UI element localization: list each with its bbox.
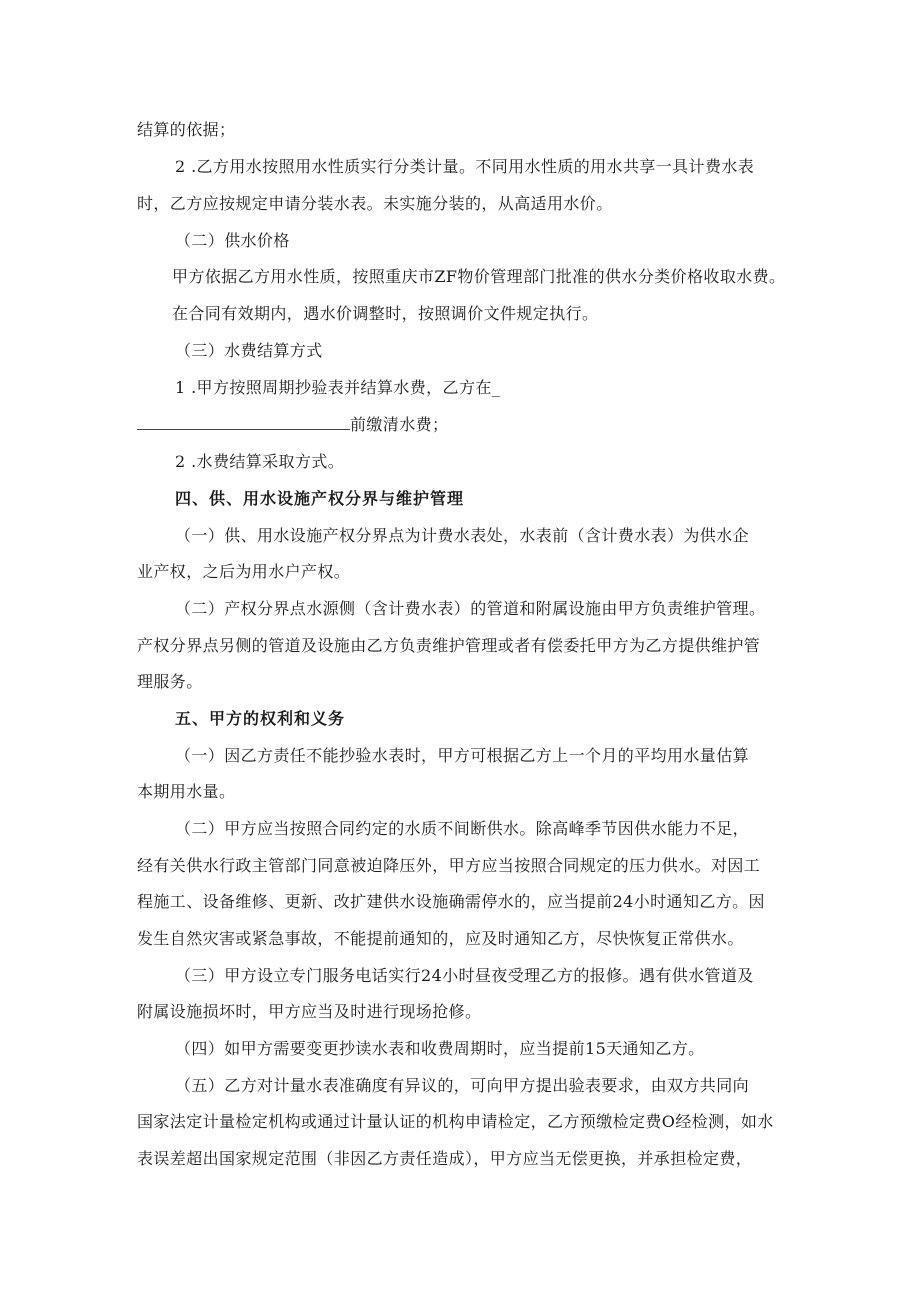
- section-title-water-price: （二）供水价格: [175, 231, 290, 250]
- text-line-29: 表误差超出国家规定范围（非因乙方责任造成），甲方应当无偿更换，并承担检定费，: [137, 1149, 753, 1168]
- text-line-12: （一）供、用水设施产权分界点为计费水表处，水表前（含计费水表）为供水企: [175, 526, 750, 545]
- text-line-26: （四）如甲方需要变更抄读水表和收费周期时，应当提前15天通知乙方。: [175, 1039, 705, 1058]
- heading-section-4: 四、供、用水设施产权分界与维护管理: [175, 489, 465, 508]
- text-line-2: 2 .乙方用水按照用水性质实行分类计量。不同用水性质的用水共享一具计费水表: [175, 157, 755, 176]
- section-title-settlement: （三）水费结算方式: [175, 341, 323, 360]
- text-line-9: [137, 415, 448, 435]
- text-line-3: 时，乙方应按规定申请分装水表。未实施分装的，从高适用水价。: [137, 194, 613, 213]
- text-line-8: 1 .甲方按照周期抄验表并结算水费，乙方在_: [175, 378, 501, 397]
- text-line-14: （二）产权分界点水源侧（含计费水表）的管道和附属设施由甲方负责维护管理。: [175, 599, 766, 618]
- text-line-20: （二）甲方应当按照合同约定的水质不间断供水。除高峰季节因供水能力不足，: [175, 819, 750, 838]
- text-line-23: 发生自然灾害或紧急事故，不能提前通知的，应及时通知乙方，尽快恢复正常供水。: [137, 929, 744, 948]
- text-line-9-content: 前缴清水费；: [350, 415, 449, 434]
- text-line-28: 国家法定计量检定机构或通过计量认证的机构申请检定，乙方预缴检定费O经检测，如水: [137, 1112, 774, 1131]
- text-line-16: 理服务。: [137, 672, 203, 691]
- text-line-22: 程施工、设备维修、更新、改扩建供水设施确需停水的，应当提前24小时通知乙方。因: [137, 892, 765, 911]
- text-line-18: （一）因乙方责任不能抄验水表时，甲方可根据乙方上一个月的平均用水量估算: [175, 746, 750, 765]
- text-line-25: 附属设施损坏时，甲方应当及时进行现场抢修。: [137, 1002, 482, 1021]
- text-line-19: 本期用水量。: [137, 782, 236, 801]
- text-line-13: 业产权，之后为用水户产权。: [137, 562, 351, 581]
- text-line-10: 2 .水费结算采取方式。: [175, 452, 345, 471]
- text-line-6: 在合同有效期内，遇水价调整时，按照调价文件规定执行。: [172, 304, 599, 323]
- text-line-21: 经有关供水行政主管部门同意被迫降压外，甲方应当按照合同规定的压力供水。对因工: [137, 856, 761, 875]
- blank-fill-line: [137, 415, 350, 430]
- text-line-24: （三）甲方设立专门服务电话实行24小时昼夜受理乙方的报修。遇有供水管道及: [175, 966, 754, 985]
- heading-section-5: 五、甲方的权利和义务: [175, 709, 346, 728]
- text-line-27: （五）乙方对计量水表准确度有异议的，可向甲方提出验表要求，由双方共同向: [175, 1076, 750, 1095]
- text-line-15: 产权分界点另侧的管道及设施由乙方负责维护管理或者有偿委托甲方为乙方提供维护管: [137, 636, 761, 655]
- text-line-1: 结算的依据；: [137, 120, 236, 139]
- text-line-5: 甲方依据乙方用水性质，按照重庆市ZF物价管理部门批准的供水分类价格收取水费。: [172, 267, 786, 286]
